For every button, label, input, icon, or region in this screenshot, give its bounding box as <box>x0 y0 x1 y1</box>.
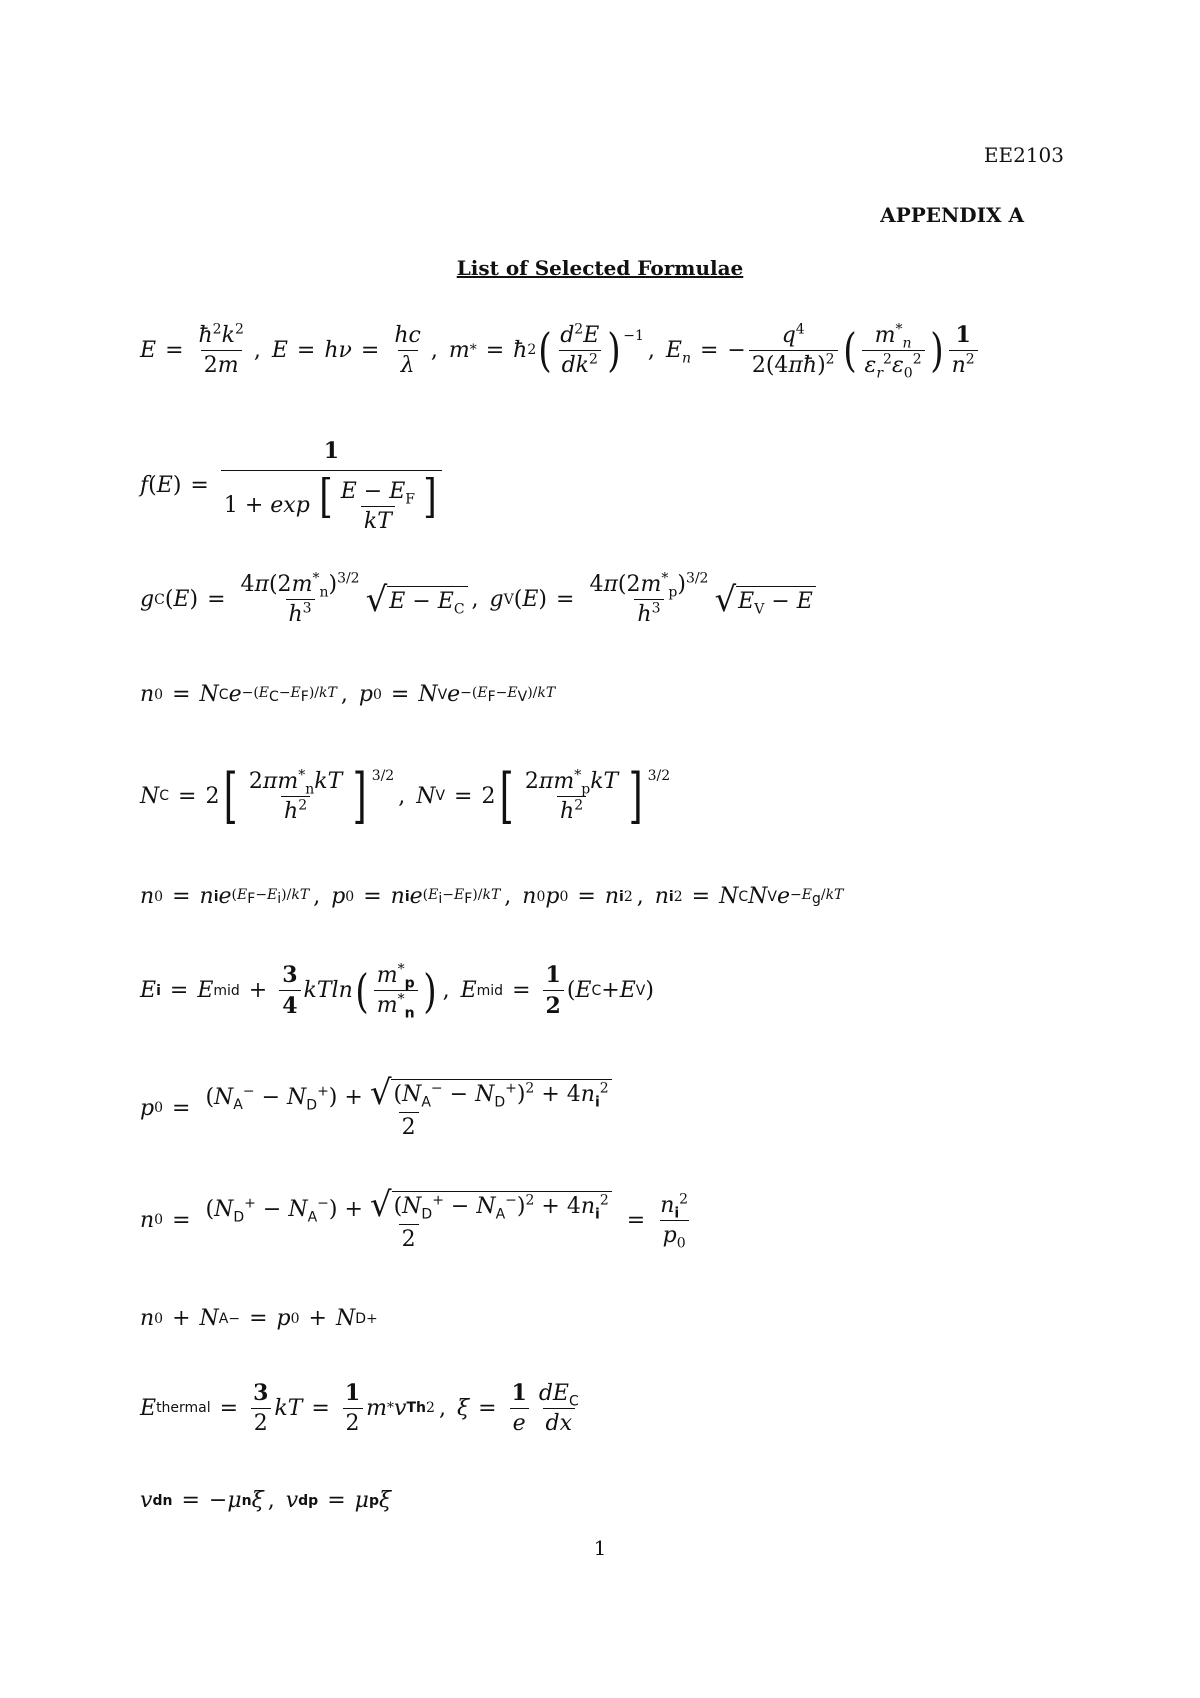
formula-thermal-energy: E thermal = $\frac{3}{2}$ kT = $\frac{1}{2}$ m * v Th 2 , ξ = $\frac{1}{e}$ $\frac{dE_C}{dx}$ <box>140 1380 579 1436</box>
formula-effective-density: N C = 2 [ $\frac{2\pi m^*_nkT}{h^2}$ ] $^{3/2}$ , N V = 2 [ $\frac{2\pi m^*_pkT}{h^2}$ ] $^{3/2}$ <box>140 761 671 831</box>
formula-p-type-concentration: p 0 = $(N_A^- - N_D^+)$ + √ $(N_A^- - N_D^+)^2 + 4n_i^2$ 2 <box>140 1076 618 1140</box>
formula-density-of-states: g C ( E ) = $\frac{4\pi(2m^*_n)^{3/2}}{h^3}$ √ $E - E_C$ , g V ( E ) = $\frac{4\pi(2m^*_p)^{3/2}}{h^3}$ √ $E_V - E$ <box>140 572 816 627</box>
formula-drift-velocity: v dn = − μ n ξ , v dp = μ p ξ <box>140 1488 392 1513</box>
formula-energy-dispersion: E = $\frac{ħ^2k^2}{2m}$ , E = hν = $\frac{hc}{\lambda}$ , m * = ħ 2 ( $\frac{d^2E}{dk^2}$ ) $^{-1}$ , $E_n$ = − $\frac{q^4}{2(4\pi ħ)^2}$ ( $\frac{m^*_n}{\varepsilon_r^2\varepsilon_0^2}$ ) $\frac{1}{n^2}$ <box>140 322 981 378</box>
page-number: 1 <box>593 1536 607 1560</box>
formula-fermi-dirac: f ( E ) = 1 1 + exp [ $\frac{E - E_F}{kT}$ ] <box>140 438 445 534</box>
formula-intrinsic-relations: n 0 = n i e $(E_F-E_i)/kT$ , p 0 = n i e $(E_i-E_F)/kT$ , n 0 p 0 = n i 2 , n i 2 = N C N V e $-E_g/kT$ <box>140 884 844 909</box>
formula-n-type-concentration: n 0 = $(N_D^+ - N_A^-)$ + √ $(N_D^+ - N_A^-)^2 + 4n_i^2$ 2 = $\frac{n_i^2}{p_0}$ <box>140 1185 689 1252</box>
appendix-heading: APPENDIX A <box>880 203 1024 227</box>
formula-carrier-concentration: n 0 = N C e $-(E_C-E_F)/kT$ , p 0 = N V e $-(E_F-E_V)/kT$ <box>140 682 556 707</box>
page-title: List of Selected Formulae <box>456 256 744 280</box>
formula-charge-neutrality: n 0 + N A − = p 0 + N D + <box>140 1306 378 1331</box>
formula-intrinsic-level: E i = E mid + $\frac{3}{4}$ kTln ( $\frac{m^*_p}{m^*_n}$ ) , E mid = $\frac{1}{2}$ ( E C + E V ) <box>140 961 654 1022</box>
course-code: EE2103 <box>983 143 1064 167</box>
